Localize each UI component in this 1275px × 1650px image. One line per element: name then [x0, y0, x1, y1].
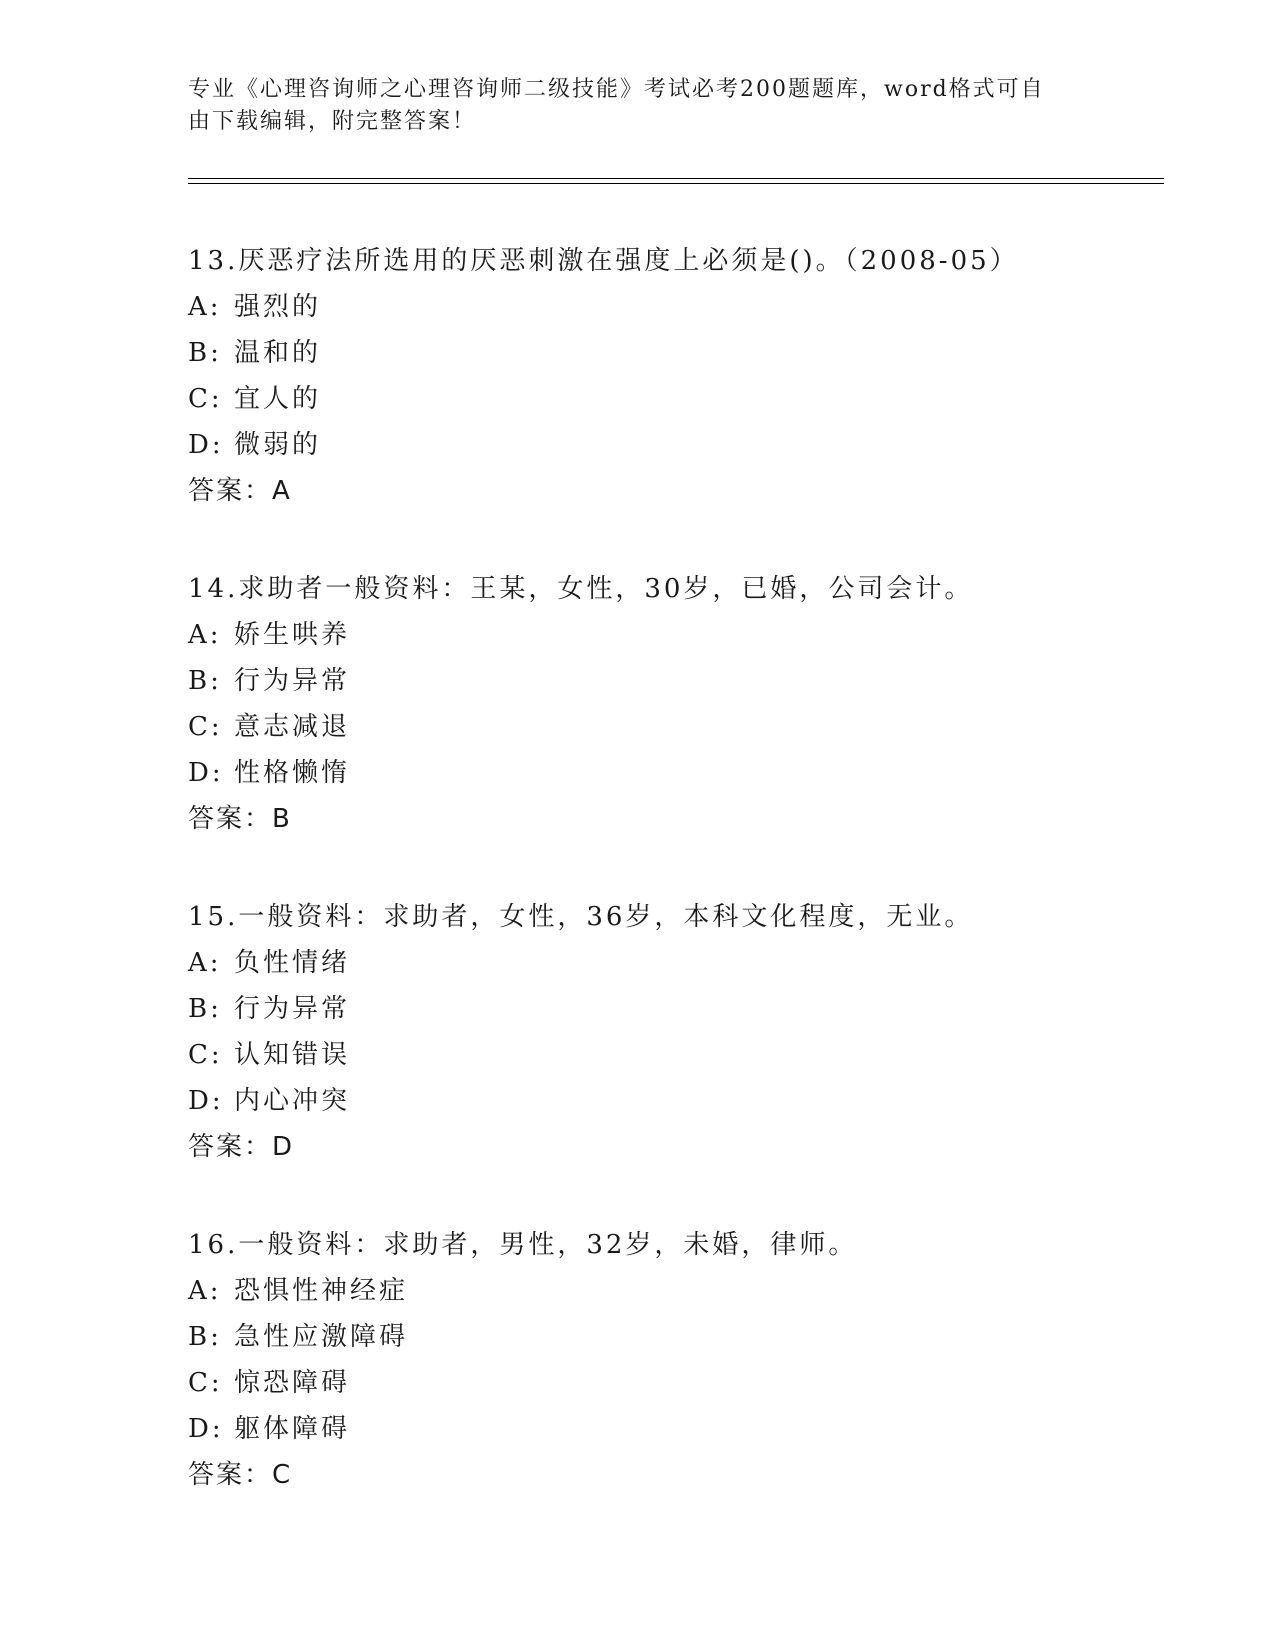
option-letter: C:: [188, 384, 223, 414]
document-header: [188, 74, 1088, 138]
question-15: [188, 894, 1148, 1170]
option-b: [188, 986, 1148, 1032]
option-text: 行为异常: [234, 666, 351, 696]
option-text: 强烈的: [234, 292, 322, 322]
option-text: 恐惧性神经症: [234, 1276, 409, 1306]
option-d: [188, 1406, 1148, 1452]
option-text: 微弱的: [234, 430, 322, 460]
option-d: [188, 750, 1148, 796]
option-letter: C:: [188, 1368, 223, 1398]
option-text: 温和的: [234, 338, 322, 368]
answer-line: 答案：A: [188, 476, 292, 506]
answer-line: 答案：B: [188, 804, 292, 834]
option-text: 负性情绪: [234, 948, 351, 978]
question-list: [188, 238, 1148, 1550]
question-16: [188, 1222, 1148, 1498]
option-letter: A:: [188, 292, 222, 322]
option-a: [188, 284, 1148, 330]
option-text: 性格懒惰: [234, 758, 351, 788]
option-letter: B:: [188, 1322, 222, 1352]
option-letter: D:: [188, 758, 224, 788]
question-title: 15.一般资料：求助者，女性，36岁，本科文化程度，无业。: [188, 902, 974, 932]
answer-line: 答案：C: [188, 1460, 293, 1490]
option-letter: B:: [188, 994, 222, 1024]
option-b: [188, 1314, 1148, 1360]
option-a: [188, 940, 1148, 986]
option-letter: B:: [188, 338, 222, 368]
option-c: [188, 1032, 1148, 1078]
option-text: 躯体障碍: [234, 1414, 351, 1444]
question-14: [188, 566, 1148, 842]
option-letter: A:: [188, 620, 222, 650]
option-c: [188, 704, 1148, 750]
option-text: 宜人的: [234, 384, 322, 414]
option-letter: D:: [188, 1414, 224, 1444]
answer-line: 答案：D: [188, 1132, 295, 1162]
question-title: 13.厌恶疗法所选用的厌恶刺激在强度上必须是()。（2008-05）: [188, 246, 1019, 276]
option-c: [188, 1360, 1148, 1406]
option-text: 内心冲突: [234, 1086, 351, 1116]
option-letter: D:: [188, 430, 224, 460]
header-divider-bottom: [188, 183, 1164, 184]
option-letter: C:: [188, 1040, 223, 1070]
option-letter: A:: [188, 1276, 222, 1306]
option-text: 娇生哄养: [234, 620, 351, 650]
question-title: 14.求助者一般资料：王某，女性，30岁，已婚，公司会计。: [188, 574, 974, 604]
option-d: [188, 422, 1148, 468]
option-text: 认知错误: [234, 1040, 351, 1070]
option-letter: A:: [188, 948, 222, 978]
option-text: 急性应激障碍: [234, 1322, 409, 1352]
header-line-1: 专业《心理咨询师之心理咨询师二级技能》考试必考200题题库，word格式可自: [188, 77, 1045, 102]
option-a: [188, 1268, 1148, 1314]
option-letter: D:: [188, 1086, 224, 1116]
option-d: [188, 1078, 1148, 1124]
option-letter: C:: [188, 712, 223, 742]
option-text: 行为异常: [234, 994, 351, 1024]
header-line-2: 由下载编辑，附完整答案！: [188, 109, 477, 134]
question-13: [188, 238, 1148, 514]
header-divider-top: [188, 178, 1164, 179]
question-title: 16.一般资料：求助者，男性，32岁，未婚，律师。: [188, 1230, 858, 1260]
option-text: 惊恐障碍: [234, 1368, 351, 1398]
option-c: [188, 376, 1148, 422]
option-text: 意志减退: [234, 712, 351, 742]
option-letter: B:: [188, 666, 222, 696]
option-b: [188, 658, 1148, 704]
option-a: [188, 612, 1148, 658]
option-b: [188, 330, 1148, 376]
